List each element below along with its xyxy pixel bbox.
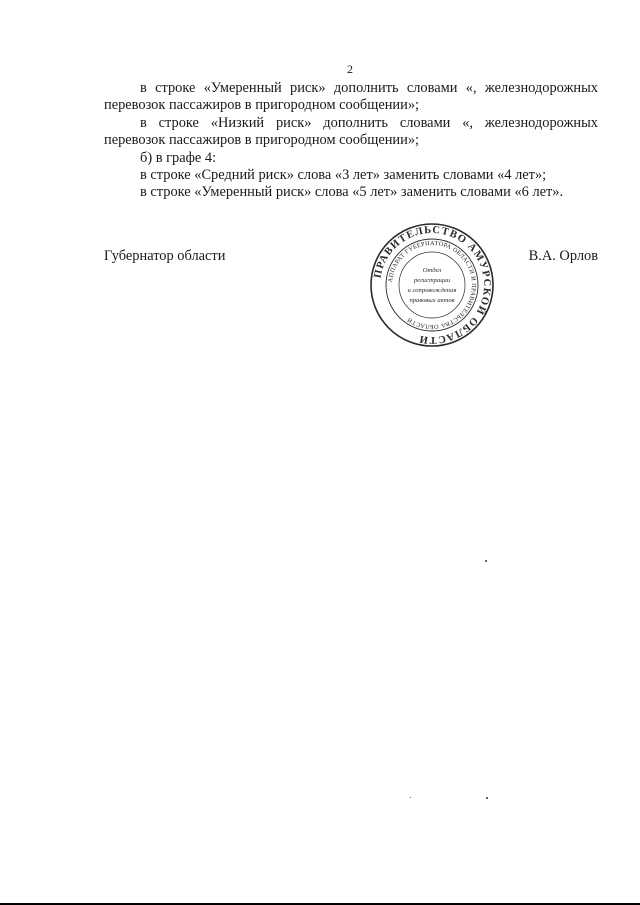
signatory-position: Губернатор области: [104, 248, 226, 264]
scan-speck: [486, 797, 488, 799]
seal-center-line-3: и сопровождения: [407, 287, 457, 294]
document-body: [104, 80, 598, 202]
scan-speck: [485, 560, 487, 562]
seal-center-line-4: правовых актов: [409, 297, 455, 304]
scan-speck: [410, 797, 411, 798]
page-number: 2: [347, 62, 353, 76]
seal-center-line-1: Отдел: [422, 267, 442, 274]
seal-outer-text: ПРАВИТЕЛЬСТВО АМУРСКОЙ ОБЛАСТИ: [372, 224, 493, 346]
paragraph-low-risk: в строке «Низкий риск» дополнить словами «, железнодорожных перевозок пассажиров в пригородном сообщении»;: [104, 114, 598, 149]
svg-text:АППАРАТ ГУБЕРНАТОРА ОБЛАСТИ И: [387, 240, 477, 330]
signatory-name: В.А. Орлов: [528, 248, 598, 264]
paragraph-moderate-risk: в строке «Умеренный риск» дополнить словами «, железнодорожных перевозок пассажиров в пригородном сообщении»;: [104, 80, 598, 114]
paragraph-moderate-risk-term: в строке «Умеренный риск» слова «5 лет» заменить словами «6 лет».: [140, 184, 564, 201]
seal-middle-ring: [386, 239, 478, 331]
paragraph-column-4: б) в графе 4:: [140, 149, 217, 166]
official-seal-stamp: [369, 222, 495, 348]
paragraph-medium-risk-term: в строке «Средний риск» слова «3 лет» заменить словами «4 лет»;: [140, 167, 547, 184]
seal-inner-text: АППАРАТ ГУБЕРНАТОРА ОБЛАСТИ И ПРАВИТЕЛЬСТВА ОБЛАСТИ: [387, 239, 478, 331]
seal-inner-ring: [399, 252, 465, 318]
seal-center-line-2: регистрации: [413, 277, 451, 284]
